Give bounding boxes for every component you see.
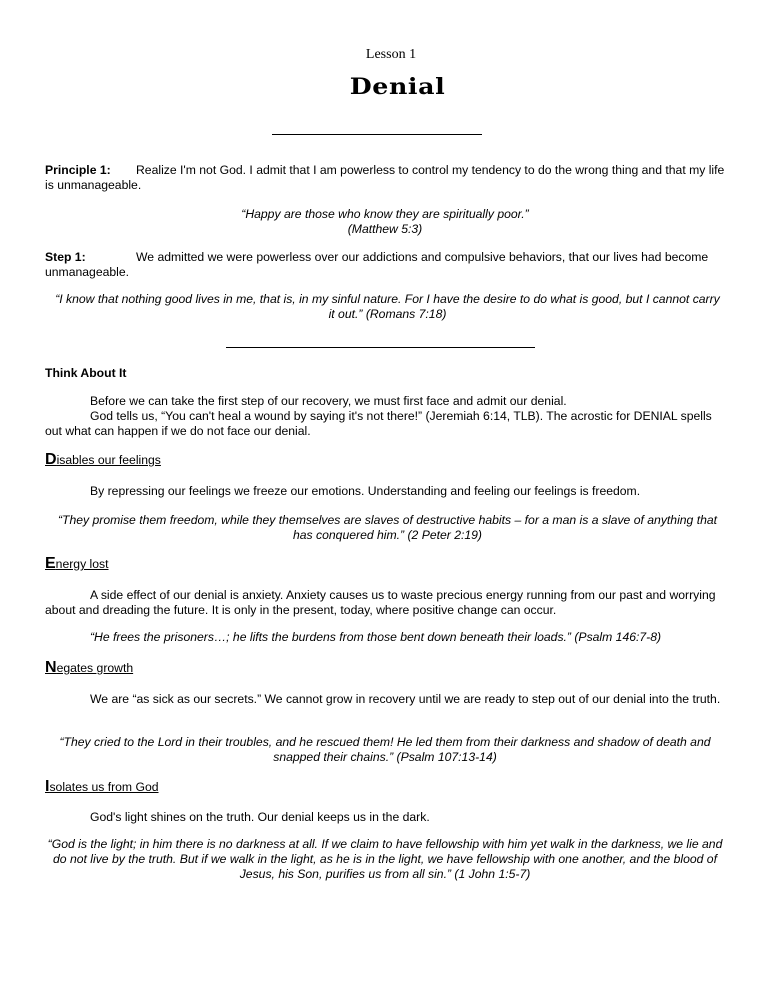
title-divider xyxy=(272,134,482,135)
section-divider xyxy=(226,347,535,348)
principle-quote xyxy=(45,207,725,237)
acrostic-letter-d: D xyxy=(45,451,57,468)
lesson-label xyxy=(0,47,768,62)
think-paragraph-1: Before we can take the first step of our recovery, we must first face and admit our denial. xyxy=(90,394,567,408)
step-quote-text: “I know that nothing good lives in me, that is, in my sinful nature. For I have the desire to do what is good, but I cannot carry it out.” (Romans 7:18) xyxy=(55,292,720,322)
step-paragraph xyxy=(45,250,725,280)
think-heading: Think About It xyxy=(45,366,127,380)
acrostic-rest-d: isables our feelings xyxy=(56,453,161,467)
think-paragraph-2: God tells us, “You can't heal a wound by saying it's not there!” (Jeremiah 6:14, TLB). The acrostic for DENIAL spells out what can happen if we do not face our denial. xyxy=(45,409,712,439)
principle-quote-ref: (Matthew 5:3) xyxy=(347,222,423,237)
acrostic-quote-e: “He frees the prisoners…; he lifts the burdens from those bent down beneath their loads.” (Psalm 146:7-8) xyxy=(90,630,662,644)
acrostic-body-e: A side effect of our denial is anxiety. Anxiety causes us to waste precious energy running from our past and worrying about and dreading the future. It is only in the present, today, where positive change can occur. xyxy=(45,588,716,618)
lesson-label-text: Lesson 1 xyxy=(365,47,417,62)
acrostic-rest-e: nergy lost xyxy=(55,557,109,571)
acrostic-body-i: God's light shines on the truth. Our denial keeps us in the dark. xyxy=(90,810,430,824)
page-title xyxy=(0,74,768,100)
acrostic-letter-i: I xyxy=(45,778,50,795)
acrostic-heading-d xyxy=(45,452,161,468)
principle-paragraph xyxy=(45,163,725,193)
principle-label: Principle 1: xyxy=(45,163,111,177)
step-label: Step 1: xyxy=(45,250,86,264)
acrostic-heading-n xyxy=(45,660,133,676)
acrostic-quote-n: “They cried to the Lord in their troubles, and he rescued them! He led them from their darkness and shadow of death and snapped their chains.” (Psalm 107:13-14) xyxy=(59,735,711,765)
acrostic-body-d: By repressing our feelings we freeze our emotions. Understanding and feeling our feelings is freedom. xyxy=(90,484,641,498)
acrostic-rest-i: solates us from God xyxy=(49,780,159,794)
acrostic-letter-n: N xyxy=(45,659,57,676)
step-text: We admitted we were powerless over our addictions and compulsive behaviors, that our lives had become unmanageable. xyxy=(45,250,709,280)
acrostic-quote-d: “They promise them freedom, while they themselves are slaves of destructive habits – for a man is a slave of anything that has conquered him.” (2 Peter 2:19) xyxy=(57,513,718,543)
step-quote xyxy=(55,292,720,322)
page-title-text: Denial xyxy=(350,74,446,100)
principle-quote-text: “Happy are those who know they are spiritually poor.” xyxy=(241,207,529,221)
acrostic-heading-i xyxy=(45,779,159,795)
acrostic-letter-e: E xyxy=(45,555,56,572)
principle-text: Realize I'm not God. I admit that I am powerless to control my tendency to do the wrong thing and that my life is unmanageable. xyxy=(45,163,725,193)
acrostic-rest-n: egates growth xyxy=(56,661,134,675)
acrostic-quote-i: “God is the light; in him there is no darkness at all. If we claim to have fellowship with him yet walk in the darkness, we lie and do not live by the truth. But if we walk in the light, as he is in the light, we have fellowship with one another, and the blood of Jesus, his Son, purifies us from all sin.” (1 John 1:5-7) xyxy=(47,837,723,882)
acrostic-heading-e xyxy=(45,556,109,572)
acrostic-body-n: We are “as sick as our secrets.” We cannot grow in recovery until we are ready to step out of our denial into the truth. xyxy=(90,692,721,706)
